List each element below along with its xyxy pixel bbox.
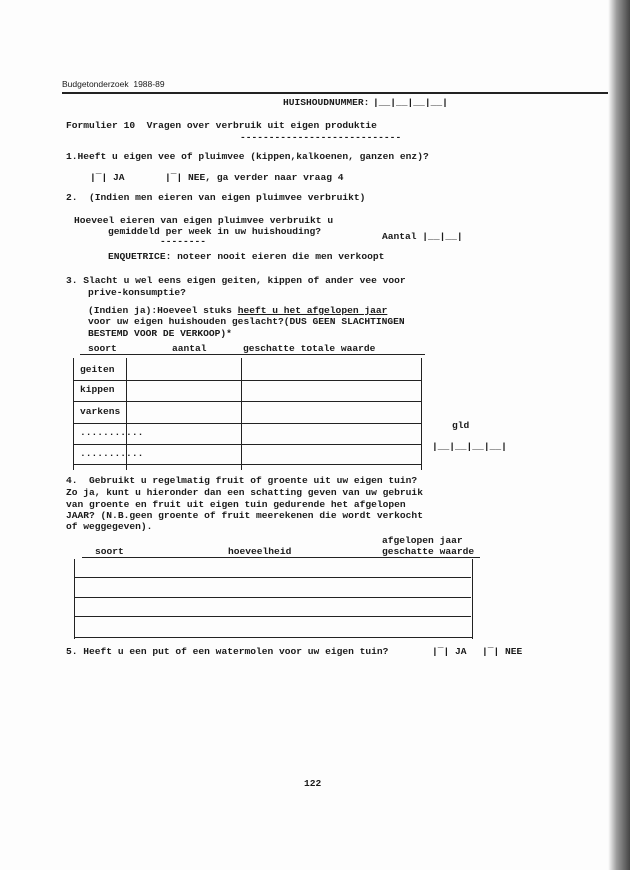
household-label: HUISHOUDNUMMER: [283,97,370,108]
q4-table-border [74,559,75,639]
q5-ja-checkbox[interactable]: |‾| JA [432,646,467,657]
q3-row-line [74,464,421,465]
q3-row-line [74,423,421,424]
question-3: 3. Slacht u wel eens eigen geiten, kippen of ander vee voor [66,275,406,286]
q3-gld-label: gld [452,420,470,431]
q3-row-varkens: varkens [80,406,121,417]
q5-nee-checkbox[interactable]: |‾| NEE [482,646,523,657]
q4-col-soort: soort [95,546,124,557]
header-title: Budgetonderzoek 1988-89 [62,79,165,89]
q4-row-line [75,577,471,578]
q4-table-border [472,559,473,639]
q3-sub2: voor uw eigen huishouden geslacht?(DUS GEEN SLACHTINGEN [88,316,405,327]
q4-row-line [75,637,472,638]
scan-edge [608,0,630,870]
q4-col-hoeveelheid: hoeveelheid [228,546,292,557]
q4-col-afgelopen: afgelopen jaar [382,535,463,546]
q2-enquetrice-note: ENQUETRICE: noteer nooit eieren die men verkoopt [108,251,385,262]
q3-col-waarde: geschatte totale waarde [243,343,376,354]
household-number-boxes[interactable]: |__|__|__|__| [373,97,448,108]
question-2: 2. (Indien men eieren van eigen pluimvee verbruikt) [66,192,366,203]
q4-header-rule [82,557,480,558]
q3-row-kippen: kippen [80,384,115,395]
q3-col-aantal: aantal [172,343,207,354]
q3-gld-boxes[interactable]: |__|__|__|__| [432,441,507,452]
q4-line: van groente en fruit uit eigen tuin gedurende het afgelopen [66,499,406,510]
q2-line2: gemiddeld per week in uw huishouding? [108,226,322,237]
q3-col-soort: soort [88,343,117,354]
q1-nee-checkbox[interactable]: |‾| NEE, ga verder naar vraag 4 [165,172,344,183]
question-5: 5. Heeft u een put of een watermolen voor uw eigen tuin? [66,646,389,657]
q3-row-line [74,401,421,402]
q3-table-border [421,358,422,470]
q4-col-waarde: geschatte waarde [382,546,475,557]
q4-row-line [75,616,471,617]
form-title-underline: ---------------------------- [240,132,402,143]
q2-aantal-field[interactable]: Aantal |__|__| [382,231,463,242]
q4-line: JAAR? (N.B.geen groente of fruit meerekenen die wordt verkocht [66,510,423,521]
q2-line1: Hoeveel eieren van eigen pluimvee verbruikt u [74,215,334,226]
q3-row-other: ........... [80,427,144,438]
q3-row-line [74,444,421,445]
q3-sub1-underlined: heeft u het afgelopen jaar [237,305,388,316]
header-rule [62,92,608,94]
q3-sub1-text: (Indien ja):Hoeveel stuks [88,305,238,316]
q4-row-line [75,597,471,598]
question-4: 4. Gebruikt u regelmatig fruit of groente uit uw eigen tuin? [66,475,418,486]
q3-sub3: BESTEMD VOOR DE VERKOOP)* [88,328,232,339]
q4-line: of weggegeven). [66,521,153,532]
form-title: Formulier 10 Vragen over verbruik uit eigen produktie [66,120,377,131]
q3-table-border [73,358,74,470]
q3-header-rule [80,354,425,355]
q3-row-other: ........... [80,448,144,459]
q3-row-geiten: geiten [80,364,115,375]
question-1: 1.Heeft u eigen vee of pluimvee (kippen,kalkoenen, ganzen enz)? [66,151,429,162]
q2-dashes: -------- [160,236,207,247]
q1-ja-checkbox[interactable]: |‾| JA [90,172,125,183]
q3-row-line [74,380,421,381]
q4-line: Zo ja, kunt u hieronder dan een schatting geven van uw gebruik [66,487,423,498]
q3-line2: prive-konsumptie? [88,287,186,298]
q3-table-border [241,358,242,470]
page-number: 122 [304,778,322,789]
q3-sub1 [88,305,387,316]
